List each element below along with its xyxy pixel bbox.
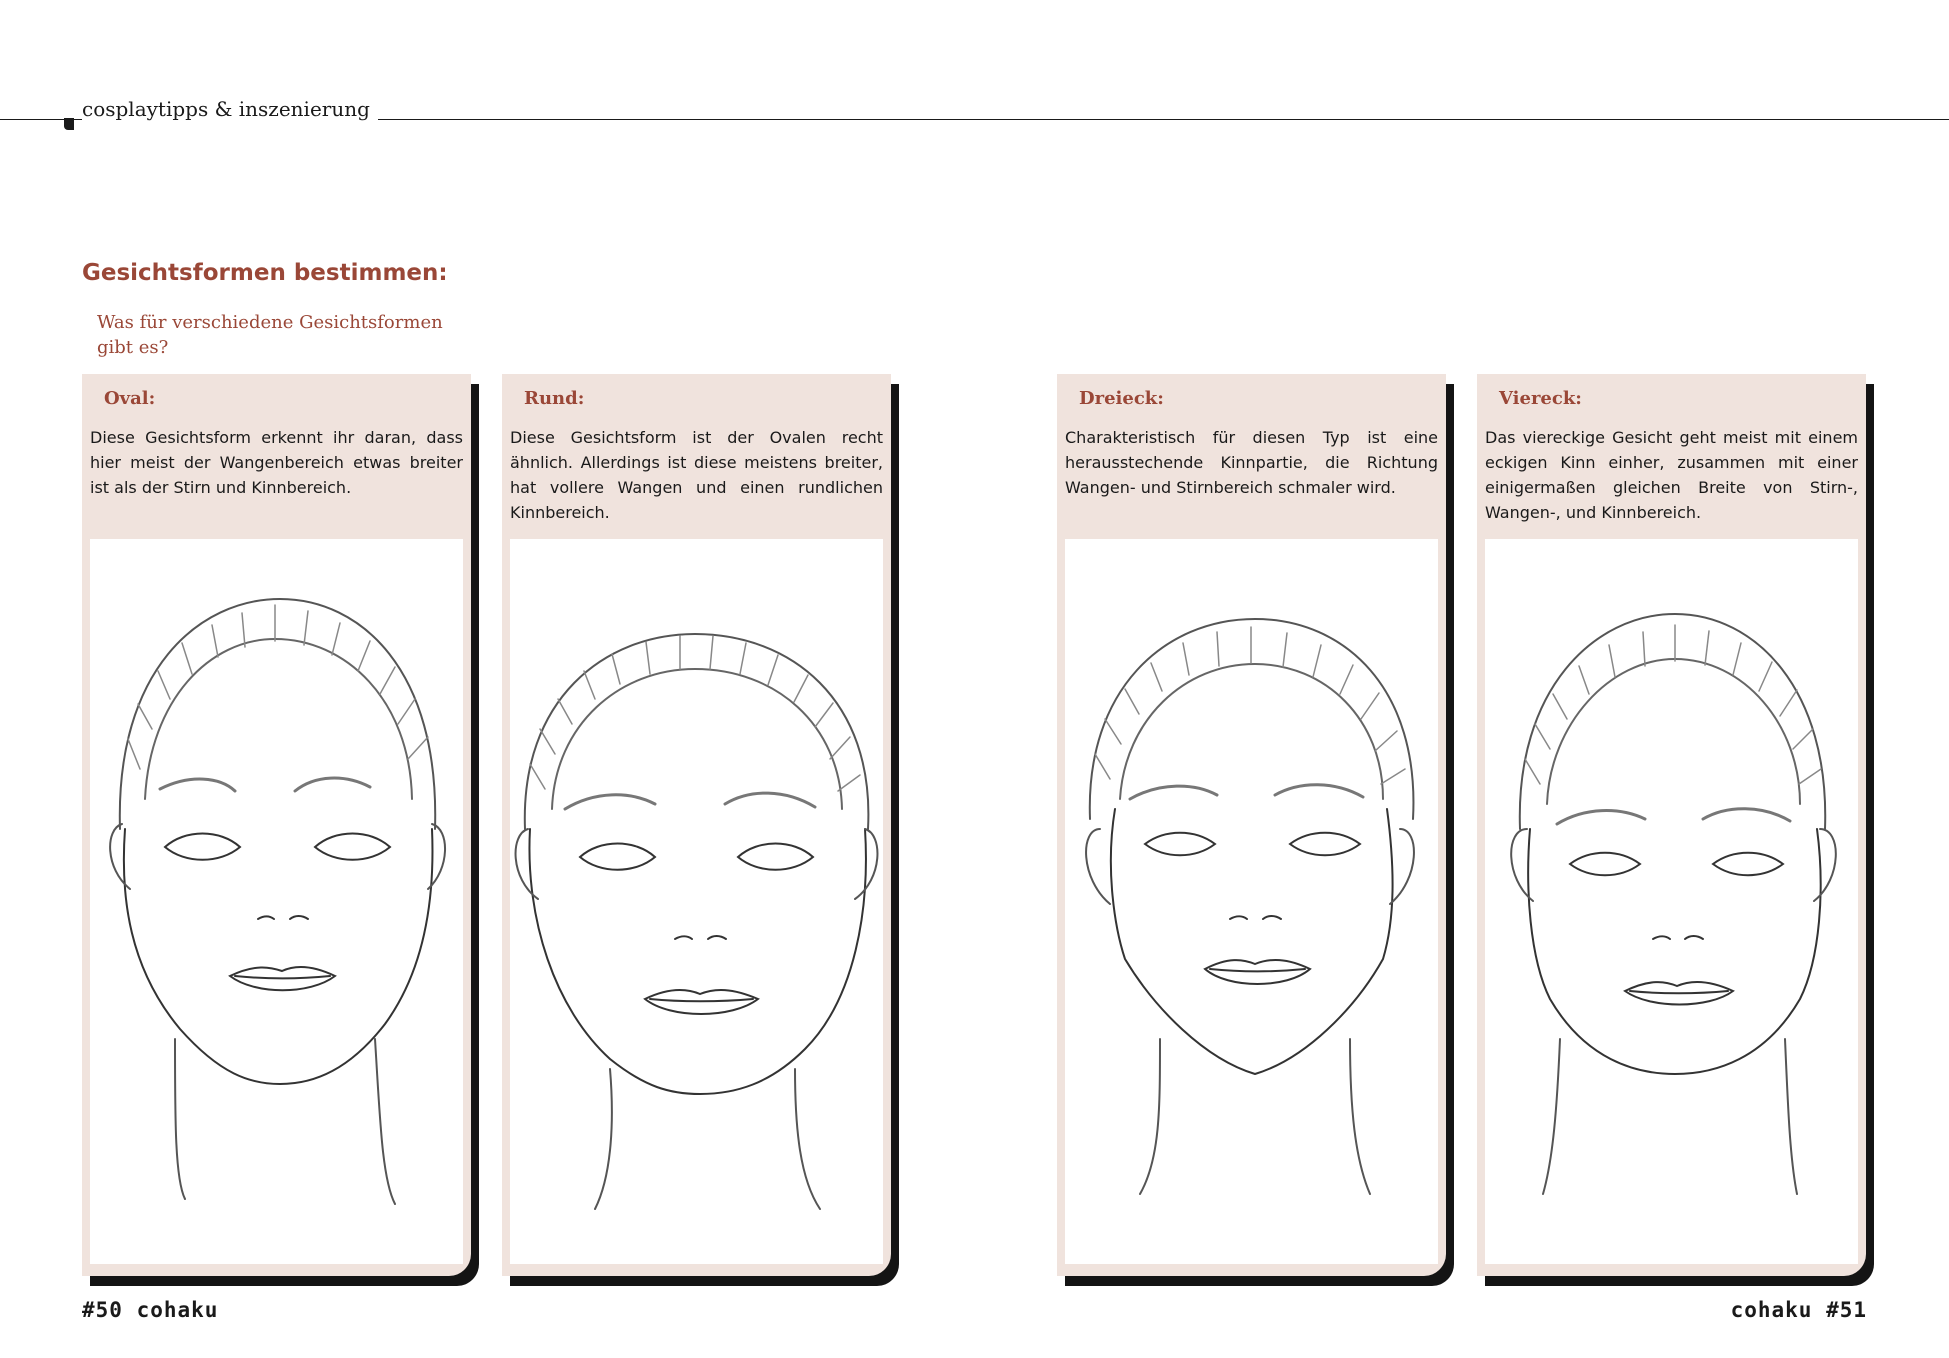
card-title: Oval: bbox=[104, 388, 156, 409]
round-face-sketch-icon bbox=[510, 539, 883, 1264]
card-text: Diese Gesichtsform ist der Ovalen recht ähnlich. Allerdings ist diese meistens breiter, hat vollere Wangen und einen rundlichen Kinnbereich. bbox=[510, 428, 883, 522]
footer-page-left: #50 cohaku bbox=[82, 1298, 219, 1322]
card-text: Diese Gesichtsform erkennt ihr daran, dass hier meist der Wangenbereich etwas breiter ist als der Stirn und Kinnbereich. bbox=[90, 428, 463, 497]
face-card-triangle bbox=[1057, 374, 1446, 1276]
square-face-sketch-icon bbox=[1485, 539, 1858, 1264]
oval-face-sketch-icon bbox=[90, 539, 463, 1264]
face-card-round bbox=[502, 374, 891, 1276]
section-subtitle: Was für verschiedene Gesichtsformen gibt es? bbox=[97, 312, 443, 358]
header-mark bbox=[64, 118, 74, 130]
card-text: Das viereckige Gesicht geht meist mit einem eckigen Kinn einher, zusammen mit einer einigermaßen gleichen Breite von Stirn-, Wangen-, und Kinnbereich. bbox=[1485, 428, 1858, 522]
face-card-square bbox=[1477, 374, 1866, 1276]
card-title: Rund: bbox=[524, 388, 585, 409]
page-header-title: cosplaytipps & inszenierung bbox=[82, 97, 378, 121]
section-title: Gesichtsformen bestimmen: bbox=[82, 260, 448, 286]
footer-page-right: cohaku #51 bbox=[1730, 1298, 1867, 1322]
card-body bbox=[502, 374, 891, 1276]
card-text: Charakteristisch für diesen Typ ist eine herausstechende Kinnpartie, die Richtung Wangen- und Stirnbereich schmaler wird. bbox=[1065, 428, 1438, 497]
card-body bbox=[82, 374, 471, 1276]
card-body bbox=[1057, 374, 1446, 1276]
card-body bbox=[1477, 374, 1866, 1276]
triangle-face-sketch-icon bbox=[1065, 539, 1438, 1264]
face-card-oval bbox=[82, 374, 471, 1276]
card-title: Dreieck: bbox=[1079, 388, 1164, 409]
card-title: Viereck: bbox=[1499, 388, 1582, 409]
